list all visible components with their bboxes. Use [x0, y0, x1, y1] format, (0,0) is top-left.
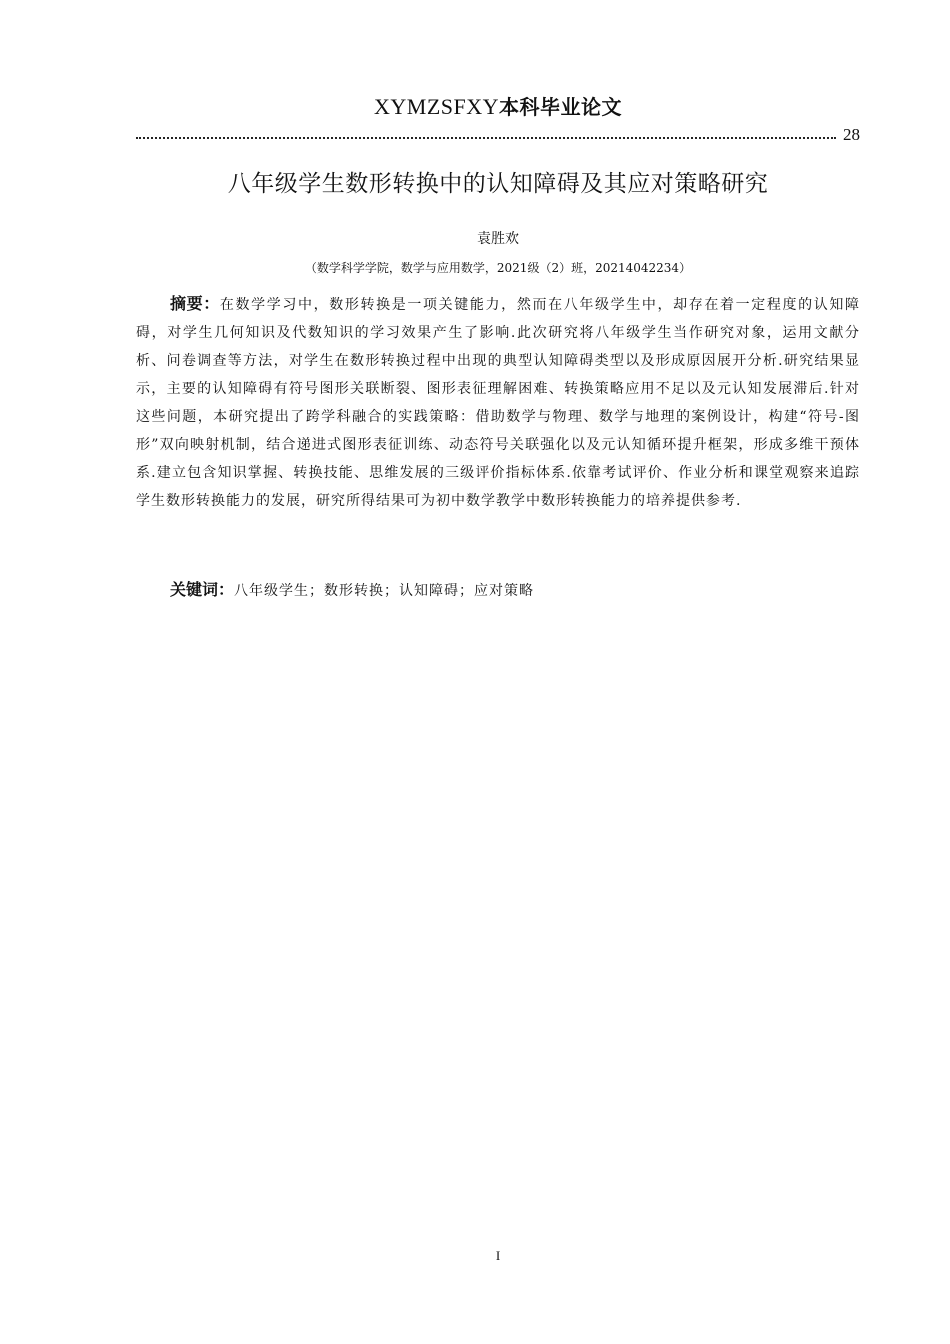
dotted-leader [136, 137, 836, 139]
header-title: 本科毕业论文 [499, 95, 623, 119]
header-dotted-rule [136, 125, 860, 145]
page-number: I [495, 1248, 501, 1263]
abstract-label: 摘要： [170, 294, 220, 313]
header-code: XYMZSFXY [373, 94, 500, 119]
running-header [136, 92, 860, 122]
header-page-ref: 28 [843, 125, 860, 144]
abstract-paragraph [136, 290, 860, 515]
abstract-text: 在数学学习中，数形转换是一项关键能力，然而在八年级学生中，却存在着一定程度的认知障碍，对学生几何知识及代数知识的学习效果产生了影响.此次研究将八年级学生当作研究对象，运用文献分析、问卷调查等方法，对学生在数形转换过程中出现的典型认知障碍类型以及形成原因展开分析.研究结果显示，主要的认知障碍有符号图形关联断裂、图形表征理解困难、转换策略应用不足以及元认知发展滞后.针对这些问题，本研究提出了跨学科融合的实践策略：借助数学与物理、数学与地理的案例设计，构建“符号-图形”双向映射机制，结合递进式图形表征训练、动态符号关联强化以及元认知循环提升框架，形成多维干预体系.建立包含知识掌握、转换技能、思维发展的三级评价指标体系.依靠考试评价、作业分析和课堂观察来追踪学生数形转换能力的发展，研究所得结果可为初中数学教学中数形转换能力的培养提供参考. [136, 297, 860, 509]
author-name: 袁胜欢 [477, 231, 519, 247]
keywords-paragraph [136, 576, 860, 605]
keywords-text: 八年级学生；数形转换；认知障碍；应对策略 [234, 583, 535, 599]
paper-title: 八年级学生数形转换中的认知障碍及其应对策略研究 [227, 171, 769, 197]
keywords-label: 关键词： [170, 580, 235, 599]
author-affiliation: （数学科学学院，数学与应用数学，2021级（2）班，20214042234） [304, 261, 692, 275]
